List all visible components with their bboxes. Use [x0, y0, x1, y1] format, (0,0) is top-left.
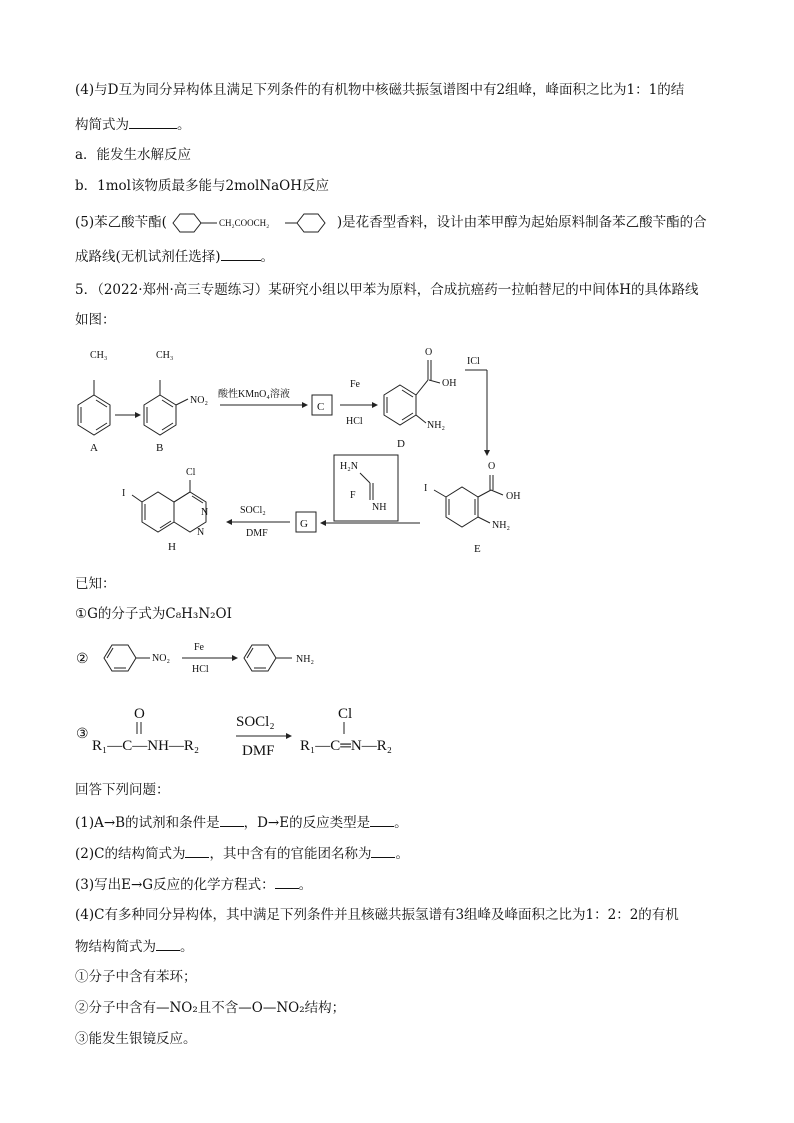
q4-old-line2 — [75, 114, 191, 135]
answer-blank[interactable] — [129, 114, 177, 129]
answer-blank[interactable] — [371, 843, 395, 858]
synthesis-scheme — [0, 335, 794, 565]
q4-old-line2-text: 构简式为 — [75, 117, 129, 133]
F-h2n-label: H₂N — [340, 461, 358, 472]
benzyl-phenylacetate-structure — [167, 211, 337, 235]
compound-F — [334, 455, 398, 521]
reagent-D-E: ICl — [467, 356, 480, 367]
reagent-C-D-bottom: HCl — [346, 416, 363, 427]
compound-D — [384, 347, 456, 450]
q4-text-a: 物结构简式为 — [75, 939, 156, 955]
known-3-cl: Cl — [338, 706, 353, 722]
label-E: E — [474, 543, 481, 555]
condition-1: ①分子中含有苯环； — [75, 969, 197, 985]
known-3-o: O — [134, 706, 145, 722]
q5-old-suffix: )是花香型香料，设计由苯甲醇为起始原料制备苯乙酸苄酯的合 — [336, 214, 707, 231]
q5-old-line2-text: 成路线(无机试剂任选择) — [75, 249, 221, 265]
q5-old-prefix: (5)苯乙酸苄酯( — [75, 214, 167, 231]
q4-old-line1: (4)与D互为同分异构体且满足下列条件的有机物中核磁共振氢谱图中有2组峰，峰面积之比为1：1的结 — [75, 82, 685, 98]
D-o-label: O — [425, 347, 433, 358]
reagent-G-H-bottom: DMF — [246, 528, 268, 539]
q1-text-b: ，D→E的反应类型是 — [243, 815, 371, 831]
known-2-reaction — [72, 628, 372, 688]
known-3-number: ③ — [76, 727, 89, 742]
question-1 — [75, 812, 408, 833]
reagent-B-C: 酸性KMnO₄溶液 — [218, 389, 290, 400]
reagent-G-H-top: SOCl₂ — [240, 505, 266, 516]
H-cl-label: Cl — [186, 467, 196, 478]
known-3-imidoyl: R₁—C═N—R₂ — [300, 738, 392, 754]
label-C: C — [317, 401, 325, 413]
compound-A — [78, 350, 110, 454]
q2-text-b: ，其中含有的官能团名称为 — [209, 846, 372, 862]
q1-text-a: (1)A→B的试剂和条件是 — [75, 815, 220, 831]
compound-H — [122, 467, 208, 553]
label-D: D — [397, 438, 405, 450]
known-2-nh2: NH₂ — [296, 654, 314, 665]
A-ch3-label: CH₃ — [90, 350, 108, 361]
known-2-no2: NO₂ — [152, 653, 170, 664]
q5-old-line2 — [75, 246, 274, 267]
label-A: A — [90, 442, 98, 454]
E-oh-label: OH — [506, 491, 521, 502]
label-G: G — [300, 518, 308, 530]
q3-text-a: (3)写出E→G反应的化学方程式： — [75, 877, 275, 893]
q1-text-c: 。 — [394, 815, 408, 831]
D-oh-label: OH — [442, 378, 457, 389]
answer-blank[interactable] — [370, 812, 394, 827]
problem5-line1: 5．（2022·郑州·高三专题练习）某研究小组以甲苯为原料，合成抗癌药一拉帕替尼的中间体H的具体路线 — [75, 282, 699, 298]
answer-blank[interactable] — [221, 246, 261, 261]
q5-old-line1 — [75, 211, 707, 235]
compound-B — [144, 350, 208, 454]
known-2-fe: Fe — [194, 642, 204, 653]
q4-old-cond-b: b．1mol该物质最多能与2molNaOH反应 — [75, 178, 330, 194]
label-F: F — [350, 490, 356, 501]
reagent-C-D-top: Fe — [350, 379, 360, 390]
B-ch3-label: CH₃ — [156, 350, 174, 361]
q5-old-line2-end: 。 — [260, 249, 275, 265]
condition-2: ②分子中含有—NO₂且不含—O—NO₂结构； — [75, 1000, 346, 1016]
q4-old-cond-a: a．能发生水解反应 — [75, 147, 192, 163]
q2-text-a: (2)C的结构简式为 — [75, 846, 186, 862]
label-B: B — [156, 442, 164, 454]
E-i-label: I — [424, 483, 428, 494]
question-3 — [75, 874, 312, 895]
known-2-hcl: HCl — [192, 664, 209, 675]
q2-text-c: 。 — [395, 846, 409, 862]
E-nh2-label: NH₂ — [492, 520, 510, 531]
ester-group-label: CH₂COOCH₂ — [218, 218, 270, 228]
known-2-number: ② — [76, 652, 89, 667]
q4-old-line2-end: 。 — [177, 117, 191, 133]
compound-E — [424, 461, 520, 555]
problem5-line2: 如图： — [75, 312, 116, 328]
known-1: ①G的分子式为C₈H₃N₂OI — [75, 606, 232, 622]
answer-blank[interactable] — [185, 843, 209, 858]
condition-3: ③能发生银镜反应。 — [75, 1031, 197, 1047]
q3-text-b: 。 — [298, 877, 313, 893]
H-n1-label: N — [201, 507, 209, 518]
H-n2-label: N — [197, 527, 205, 538]
D-nh2-label: NH₂ — [427, 420, 445, 431]
H-i-label: I — [122, 488, 126, 499]
questions-title: 回答下列问题： — [75, 782, 170, 798]
known-3-amide: R₁—C—NH—R₂ — [92, 738, 200, 754]
B-no2-label: NO₂ — [190, 395, 208, 406]
question-2 — [75, 843, 409, 864]
known-3-dmf: DMF — [242, 743, 275, 759]
answer-blank[interactable] — [275, 874, 299, 889]
F-nh-label: NH — [372, 502, 387, 513]
known-3-reaction — [72, 696, 472, 766]
question-4-line1: (4)C有多种同分异构体，其中满足下列条件并且核磁共振氢谱有3组峰及峰面积之比为1：2：2的有机 — [75, 907, 679, 923]
answer-blank[interactable] — [220, 812, 244, 827]
answer-blank[interactable] — [156, 936, 180, 951]
question-4-line2 — [75, 936, 194, 957]
q4-text-b: 。 — [180, 939, 194, 955]
known-title: 已知： — [75, 576, 116, 592]
E-o-label: O — [488, 461, 496, 472]
known-3-socl2: SOCl₂ — [236, 714, 275, 730]
label-H: H — [168, 541, 176, 553]
